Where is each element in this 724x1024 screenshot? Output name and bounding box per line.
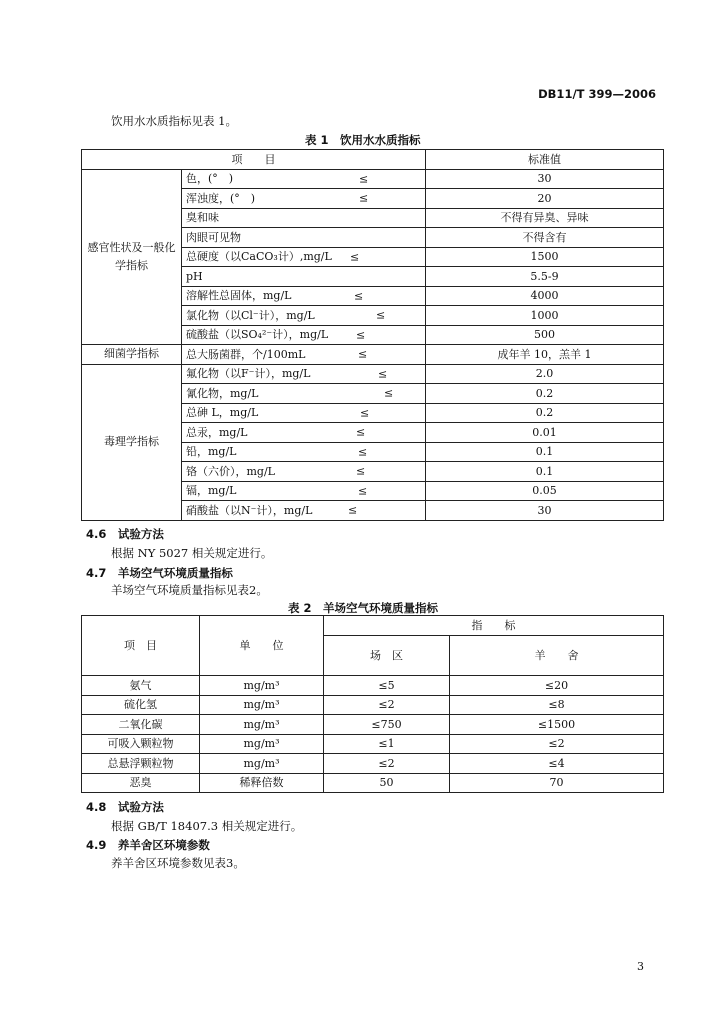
- item-label: 肉眼可见物: [186, 230, 241, 244]
- header-item: 项 目: [82, 150, 426, 170]
- le-symbol: ≤: [378, 367, 388, 381]
- le-symbol: ≤: [348, 503, 358, 517]
- section-4-6-title: 4.6 试验方法: [86, 527, 164, 541]
- item-label: 硫酸盐（以SO₄²⁻计），mg/L: [186, 328, 329, 342]
- section-4-8-text: 根据 GB/T 18407.3 相关规定进行。: [111, 819, 303, 833]
- le-symbol: ≤: [356, 464, 366, 478]
- standard-value: 20: [426, 189, 664, 209]
- item-label: 总硬度（以CaCO₃计）,mg/L: [186, 250, 332, 264]
- item-label: 总大肠菌群，个/100mL: [186, 347, 306, 361]
- table-header-row: [82, 616, 664, 636]
- header-standard: 标准值: [426, 150, 664, 170]
- le-symbol: ≤: [358, 445, 368, 459]
- cell-unit: mg/m³: [200, 734, 324, 754]
- item-label: 镉，mg/L: [186, 484, 237, 498]
- standard-value: 成年羊 10，羔羊 1: [426, 345, 664, 365]
- cell-item: 恶臭: [82, 773, 200, 793]
- cell-house: ≤4: [450, 754, 664, 774]
- cell-item: 总悬浮颗粒物: [82, 754, 200, 774]
- cell-house: ≤8: [450, 695, 664, 715]
- standard-value: 不得含有: [426, 228, 664, 248]
- page-number: 3: [637, 960, 644, 973]
- standard-value: 0.05: [426, 481, 664, 501]
- table-row: [82, 734, 664, 754]
- intro-text: 饮用水水质指标见表 1。: [111, 114, 237, 128]
- le-symbol: ≤: [354, 289, 364, 303]
- standard-value: 30: [426, 501, 664, 521]
- air-quality-table: [81, 615, 664, 793]
- cell-unit: mg/m³: [200, 676, 324, 696]
- item-label: 氟化物（以F⁻计），mg/L: [186, 367, 311, 381]
- standard-code: DB11/T 399—2006: [538, 87, 656, 101]
- le-symbol: ≤: [359, 172, 369, 186]
- item-label: 溶解性总固体，mg/L: [186, 289, 292, 303]
- category-cell: 感官性状及一般化学指标: [82, 169, 182, 345]
- cell-house: ≤2: [450, 734, 664, 754]
- section-4-9-title: 4.9 养羊舍区环境参数: [86, 838, 210, 852]
- item-label: 氰化物，mg/L: [186, 386, 259, 400]
- le-symbol: ≤: [376, 308, 386, 322]
- table-header-row: [82, 150, 664, 170]
- cell-unit: mg/m³: [200, 715, 324, 735]
- le-symbol: ≤: [358, 484, 368, 498]
- item-label: 硝酸盐（以N⁻计），mg/L: [186, 503, 313, 517]
- le-symbol: ≤: [356, 425, 366, 439]
- table-row: [82, 676, 664, 696]
- cell-item: 二氧化碳: [82, 715, 200, 735]
- table2-caption: 表 2 羊场空气环境质量指标: [288, 601, 439, 615]
- table-row: [82, 345, 664, 365]
- item-label: 臭和味: [186, 211, 219, 225]
- item-label: 总砷 L，mg/L: [186, 406, 259, 420]
- standard-value: 0.01: [426, 423, 664, 443]
- item-label: 总汞，mg/L: [186, 425, 248, 439]
- table-row: [82, 715, 664, 735]
- section-4-8-title: 4.8 试验方法: [86, 800, 164, 814]
- item-label: 色，(° ): [186, 172, 234, 186]
- le-symbol: ≤: [358, 347, 368, 361]
- header-item: 项 目: [82, 616, 200, 676]
- table-row: [82, 773, 664, 793]
- cell-unit: mg/m³: [200, 695, 324, 715]
- header-field: 场 区: [324, 636, 450, 676]
- standard-value: 500: [426, 325, 664, 345]
- cell-unit: mg/m³: [200, 754, 324, 774]
- le-symbol: ≤: [356, 328, 366, 342]
- cell-field: ≤2: [324, 695, 450, 715]
- header-house: 羊 舍: [450, 636, 664, 676]
- item-label: 铅，mg/L: [186, 445, 237, 459]
- le-symbol: ≤: [384, 386, 394, 400]
- standard-value: 不得有异臭、异味: [426, 208, 664, 228]
- cell-house: ≤1500: [450, 715, 664, 735]
- standard-value: 4000: [426, 286, 664, 306]
- le-symbol: ≤: [360, 406, 370, 420]
- table-row: [82, 754, 664, 774]
- header-unit: 单 位: [200, 616, 324, 676]
- standard-value: 5.5-9: [426, 267, 664, 287]
- water-quality-table: [81, 149, 664, 521]
- standard-value: 0.2: [426, 384, 664, 404]
- cell-item: 硫化氢: [82, 695, 200, 715]
- cell-field: 50: [324, 773, 450, 793]
- header-index: 指 标: [324, 616, 664, 636]
- table-row: [82, 364, 664, 384]
- cell-house: 70: [450, 773, 664, 793]
- standard-value: 0.2: [426, 403, 664, 423]
- table-row: [82, 695, 664, 715]
- cell-field: ≤5: [324, 676, 450, 696]
- section-4-7-title: 4.7 羊场空气环境质量指标: [86, 566, 233, 580]
- cell-item: 可吸入颗粒物: [82, 734, 200, 754]
- standard-value: 30: [426, 169, 664, 189]
- le-symbol: ≤: [359, 191, 369, 205]
- item-label: pH: [186, 269, 203, 283]
- cell-field: ≤1: [324, 734, 450, 754]
- cell-field: ≤2: [324, 754, 450, 774]
- cell-unit: 稀释倍数: [200, 773, 324, 793]
- le-symbol: ≤: [350, 250, 360, 264]
- cell-house: ≤20: [450, 676, 664, 696]
- item-label: 铬（六价），mg/L: [186, 464, 275, 478]
- section-4-9-text: 养羊舍区环境参数见表3。: [111, 856, 245, 870]
- item-label: 浑浊度，(° ): [186, 191, 256, 205]
- cell-field: ≤750: [324, 715, 450, 735]
- standard-value: 0.1: [426, 462, 664, 482]
- section-4-6-text: 根据 NY 5027 相关规定进行。: [111, 546, 273, 560]
- standard-value: 1000: [426, 306, 664, 326]
- table1-caption: 表 1 饮用水水质指标: [305, 133, 421, 147]
- section-4-7-text: 羊场空气环境质量指标见表2。: [111, 583, 268, 597]
- table-row: [82, 169, 664, 189]
- category-cell: 细菌学指标: [82, 345, 182, 365]
- category-cell: 毒理学指标: [82, 364, 182, 520]
- item-label: 氯化物（以Cl⁻计），mg/L: [186, 308, 315, 322]
- standard-value: 1500: [426, 247, 664, 267]
- cell-item: 氨气: [82, 676, 200, 696]
- standard-value: 0.1: [426, 442, 664, 462]
- standard-value: 2.0: [426, 364, 664, 384]
